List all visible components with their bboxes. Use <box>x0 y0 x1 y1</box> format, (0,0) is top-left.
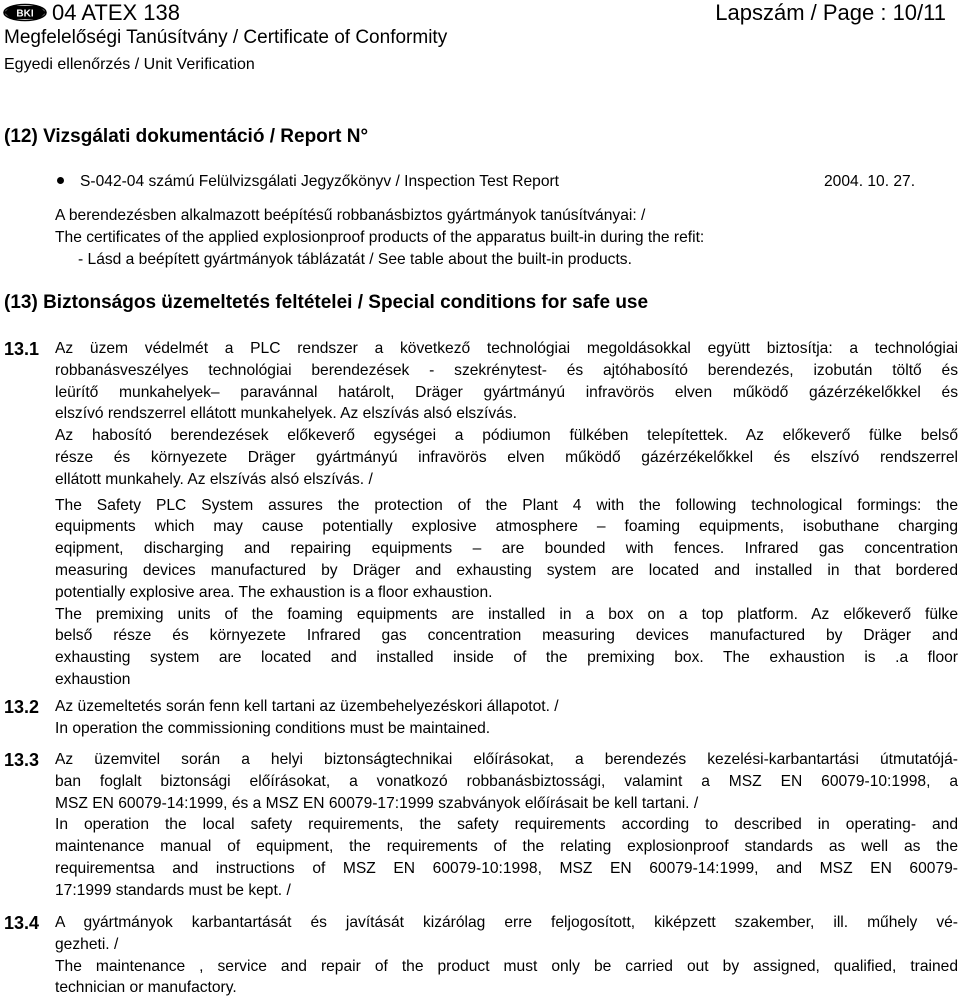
text-line: eqipment, discharging and repairing equipments – are bounded with fences. Infrared gas concentration <box>55 540 958 558</box>
clause-13-2-number: 13.2 <box>4 697 40 717</box>
certificates-line: A berendezésben alkalmazott beépítésű robbanásbiztos gyártmányok tanúsítványai: / <box>55 207 646 224</box>
text-line: exhausting system are located and installed inside of the premixing box. The exhaustion is .a floor <box>55 649 958 667</box>
text-line: In operation the commissioning conditions must be maintained. <box>55 719 491 737</box>
text-line: MSZ EN 60079-14:1999, és a MSZ EN 60079-17:1999 szabványok előírásait be kell tartani. / <box>55 794 699 812</box>
text-line: 17:1999 standards must be kept. / <box>55 881 291 899</box>
clause-13-3-text <box>55 749 958 902</box>
text-line: The maintenance , service and repair of the product must only be carried out by assigned, qualified, trained <box>55 957 958 975</box>
text-line: requirementsa and instructions of MSZ EN 60079-10:1998, MSZ EN 60079-14:1999, and MSZ EN 60079- <box>55 859 958 877</box>
report-date: 2004. 10. 27. <box>824 173 916 190</box>
text-line: A gyártmányok karbantartását és javítását kizárólag erre feljogosított, kiképzett szakember, ill. műhely vé- <box>55 914 958 931</box>
text-line: része és környezete Dräger gyártmányú infravörös elven működő gázérzékelőkkel és elszívó rendszerrel <box>55 448 958 466</box>
report-reference: S-042-04 számú Felülvizsgálati Jegyzőkönyv / Inspection Test Report <box>80 173 560 190</box>
document-title: Megfelelőségi Tanúsítvány / Certificate of Conformity <box>4 27 448 48</box>
clause-13-3-number: 13.3 <box>4 750 40 770</box>
text-line: The Safety PLC System assures the protection of the Plant 4 with the following technological formings: the <box>55 496 958 514</box>
section-12-heading: (12) Vizsgálati dokumentáció / Report N° <box>4 126 369 147</box>
text-line: technician or manufactory. <box>55 979 237 997</box>
text-line: belső része és környezete Infrared gas concentration measuring devices manufactured by Dräger and <box>55 627 958 645</box>
bullet-icon <box>57 177 64 184</box>
text-line: Az üzemvitel során a helyi biztonságtechnikai előírásokat, a berendezés kezelési-karbantartási útmutatójá- <box>55 751 958 768</box>
certificates-line: - Lásd a beépített gyártmányok táblázatát / See table about the built-in products. <box>78 251 632 268</box>
text-line: leürítő munkahelyek– paravánnal határolt, Dräger gyártmányú infravörös elven működő gázérzékelőkkel és <box>55 383 958 401</box>
text-line: The premixing units of the foaming equipments are installed in a box on a top platform. Az előkeverő fülke <box>55 605 958 623</box>
text-line: measuring devices manufactured by Dräger and exhausting system are located and installed in that bordered <box>55 561 958 579</box>
text-line: ellátott munkahely. Az elszívás alsó elszívás. / <box>55 470 373 488</box>
page-number: Lapszám / Page : 10/11 <box>715 0 946 25</box>
text-line: robbanásveszélyes technológiai berendezések - szekrénytest- és ajtóhabosító berendezés, izobután töltő és <box>55 361 958 379</box>
section-13-heading: (13) Biztonságos üzemeltetés feltételei / Special conditions for safe use <box>4 292 649 313</box>
clause-13-4-text <box>55 912 958 999</box>
svg-text:BKI: BKI <box>16 8 34 20</box>
text-line: Az üzem védelmét a PLC rendszer a következő technológiai megoldásokkal együtt biztosítja: a technológiai <box>55 340 958 357</box>
text-line: elszívó rendszerrel ellátott munkahelyek. Az elszívás alsó elszívás. <box>55 405 517 423</box>
text-line: maintenance manual of equipment, the requirements of the relating explosionproof standards as well as the <box>55 838 958 856</box>
text-line: Az habosító berendezések előkeverő egységei a pódiumon fülkében telepítettek. Az előkeverő fülke belső <box>55 427 958 445</box>
document-subtitle: Egyedi ellenőrzés / Unit Verification <box>4 56 255 73</box>
bki-logo <box>2 3 48 22</box>
certificate-number: 04 ATEX 138 <box>52 0 181 25</box>
clause-13-2-text <box>55 696 958 740</box>
text-line: ban foglalt biztonsági előírásokat, a vonatkozó robbanásbiztossági, valamint a MSZ EN 60079-10:1998, a <box>55 772 958 790</box>
text-line: potentially explosive area. The exhaustion is a floor exhaustion. <box>55 583 493 601</box>
text-line: gezheti. / <box>55 935 119 953</box>
clause-13-1-text <box>55 338 958 691</box>
text-line: exhaustion <box>55 670 131 688</box>
clause-13-1-number: 13.1 <box>4 339 40 359</box>
clause-13-4-number: 13.4 <box>4 913 40 933</box>
text-line: equipments which may cause potentially explosive atmosphere – foaming equipments, isobuthane charging <box>55 518 958 536</box>
text-line: Az üzemeltetés során fenn kell tartani az üzembehelyezéskori állapotot. / <box>55 698 559 715</box>
text-line: In operation the local safety requirements, the safety requirements according to described in operating- and <box>55 816 958 834</box>
certificates-line: The certificates of the applied explosionproof products of the apparatus built-in during the refit: <box>55 229 705 246</box>
